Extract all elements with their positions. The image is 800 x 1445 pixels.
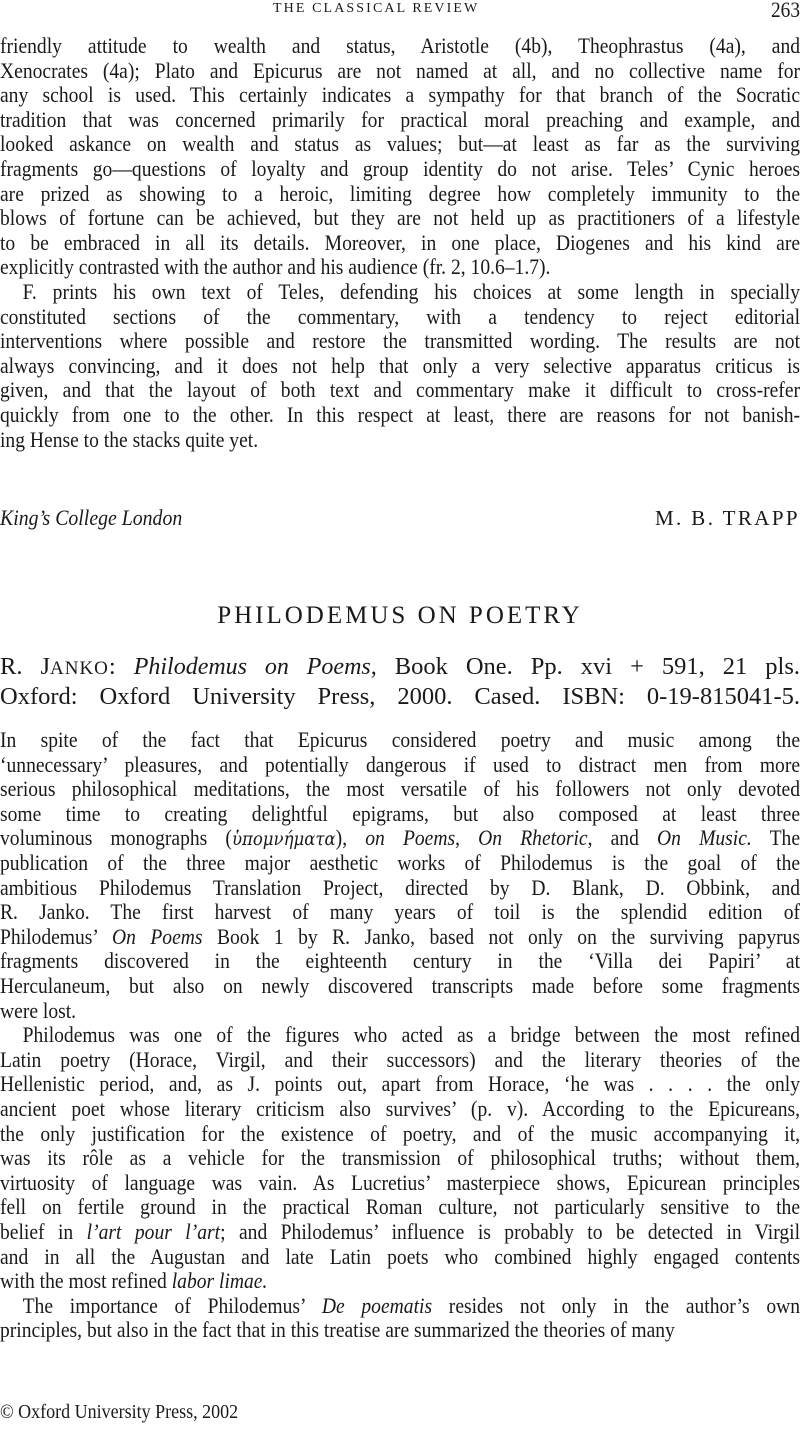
reviewer-name: M. B. TRAPP [654,506,800,530]
journal-title: THE CLASSICAL REVIEW [273,1,480,16]
book-citation-line-2: Oxford: Oxford University Press, 2000. Cased. ISBN: 0-19-815041-5. [0,683,800,710]
text-run: fragments discovered in the eighteenth century in the ‘Villa dei Papiri’ at [0,948,800,974]
text-line [0,82,800,107]
text-run: looked askance on wealth and status as values; but—at least as far as the surviving [0,131,800,157]
text-run: ), [335,825,366,851]
text-run: fell on fertile ground in the practical Roman culture, not particularly sensitive to the [0,1194,800,1220]
text-run: serious philosophical meditations, the most versatile of his followers not only devoted [0,776,800,802]
text-run: F. prints his own text of Teles, defending his choices at some length in specially [22,279,800,304]
text-run: Herculaneum, but also on newly discovered transcripts made before some fragments [0,973,800,998]
text-run: voluminous monographs ( [0,825,232,851]
text-run: principles, but also in the fact that in this treatise are summarized the theories of many [0,1317,675,1343]
italic-text: On Music. [657,825,752,851]
text-line [0,1244,800,1269]
text-run: ‘unnecessary’ pleasures, and potentially dangerous if used to distract men from more [0,751,800,777]
text-line [0,131,800,156]
text-run: to be embraced in all its details. Moreover, in one place, Diogenes and his kind are [0,229,800,255]
text-line [0,973,800,998]
text-line [0,850,800,875]
page-number: 263 [770,0,800,22]
text-run: blows of fortune can be achieved, but they are not held up as practitioners of a lifestyle [0,205,800,231]
text-run: ancient poet whose literary criticism also survives’ (p. v). According to the Epicureans, [0,1096,800,1121]
text-line [0,33,800,58]
running-head [0,0,800,24]
italic-text: l’art pour l’art [86,1219,221,1244]
text-run: publication of the three major aesthetic works of Philodemus is the goal of the [0,850,800,875]
text-line [0,1170,800,1195]
text-line [0,1145,800,1170]
text-run: with the most refined [0,1268,172,1294]
text-run: the only justification for the existence of poetry, and of the music accompanying it, [0,1120,800,1146]
text-run: Philodemus was one of the figures who acted as a bridge between the most refined [22,1022,800,1048]
text-line [0,304,800,329]
text-run: and in all the Augustan and late Latin poets who combined highly engaged contents [0,1243,800,1269]
greek-text: ὑπομνήματα [231,828,336,851]
text-run: always convincing, and it does not help that only a very selective apparatus criticus is [0,352,800,378]
reviewer-institution: King’s College London [0,505,183,530]
text-run: In spite of the fact that Epicurus considered poetry and music among the [0,727,800,752]
text-run: R. Janko. The first harvest of many years of toil is the splendid edition of [0,899,800,925]
text-line [0,1047,800,1072]
text-line [0,279,800,304]
text-line [0,181,800,206]
text-run: resides not only in the author’s own [432,1292,800,1318]
text-run: interventions where possible and restore the transmitted wording. The results are not [0,328,800,354]
italic-text: De poematis [321,1292,433,1318]
text-line [0,752,800,777]
italic-text: on Poems [365,825,456,851]
book-citation-line-1 [0,653,800,681]
text-line [0,1268,800,1293]
text-run: Philodemus’ [0,923,112,949]
copyright-footer: © Oxford University Press, 2002 [0,1401,239,1423]
italic-text: On Poems [111,923,203,949]
text-run: The [751,825,800,851]
text-run: Xenocrates (4a); Plato and Epicurus are not named at all, and no collective name for [0,57,800,83]
italic-text: On Rhetoric [478,825,588,851]
text-run: quickly from one to the other. In this respect at least, there are reasons for not banish- [0,402,800,427]
text-run: ing Hense to the stacks quite yet. [0,426,259,452]
text-line [0,328,800,353]
citation-author-initial: R. J [0,653,50,680]
text-line [0,254,800,279]
text-run: was its rôle as a vehicle for the transmission of philosophical truths; without them, [0,1145,800,1171]
text-line [0,1219,800,1244]
text-run: Latin poetry (Horace, Virgil, and their successors) and the literary theories of the [0,1046,800,1072]
citation-title: Philodemus on Poems, [133,654,377,680]
text-line [0,1071,800,1096]
text-line [0,353,800,378]
text-run: , and [587,825,658,851]
text-line [0,875,800,900]
text-run: tradition that was concerned primarily for practical moral preaching and example, and [0,106,800,132]
text-line [0,924,800,949]
text-run: are prized as showing to a heroic, limiting degree how completely immunity to the [0,180,800,206]
text-run: any school is used. This certainly indicates a sympathy for that branch of the Socratic [0,82,800,108]
text-line [0,1022,800,1047]
text-line [0,230,800,255]
text-run: some time to creating delightful epigrams, but also composed at least three [0,800,800,826]
citation-author-rest: ANKO [50,658,109,679]
text-run: ; and Philodemus’ influence is probably to be detected in Virgil [220,1219,800,1244]
text-line [0,1121,800,1146]
text-run: constituted sections of the commentary, with a tendency to reject editorial [0,303,800,329]
text-run: were lost. [0,997,77,1023]
text-run: The importance of Philodemus’ [22,1292,322,1318]
text-run: belief in [0,1219,87,1244]
text-line [0,427,800,452]
text-run: , [455,825,479,851]
text-run: ambitious Philodemus Translation Project, directed by D. Blank, D. Obbink, and [0,874,800,900]
citation-colon: : [108,653,134,680]
text-line [0,998,800,1023]
text-run: given, and that the layout of both text and commentary make it difficult to cross-refer [0,377,800,403]
text-line [0,776,800,801]
text-line [0,107,800,132]
text-line [0,825,800,850]
text-line [0,801,800,826]
text-line [0,377,800,402]
text-run: fragments go—questions of loyalty and group identity do not arise. Teles’ Cynic heroes [0,156,800,181]
text-line [0,1317,800,1342]
text-line [0,1096,800,1121]
text-run: friendly attitude to wealth and status, Aristotle (4b), Theophrastus (4a), and [0,33,800,58]
text-run: virtuosity of language was vain. As Lucretius’ masterpiece shows, Epicurean principles [0,1169,800,1195]
text-line [0,1194,800,1219]
citation-details: Book One. Pp. xvi + 591, 21 pls. [376,653,800,680]
text-line [0,156,800,181]
text-line [0,402,800,427]
text-run: Hellenistic period, and, as J. points out, apart from Horace, ‘he was . . . . the only [0,1071,800,1097]
text-run: Book 1 by R. Janko, based not only on the surviving papyrus [202,923,800,949]
text-line [0,727,800,752]
review-heading: PHILODEMUS ON POETRY [217,602,583,629]
text-line [0,1293,800,1318]
text-line [0,205,800,230]
text-line [0,58,800,83]
text-line [0,899,800,924]
text-line [0,948,800,973]
italic-text: labor limae. [171,1268,268,1294]
text-run: explicitly contrasted with the author and his audience (fr. 2, 10.6–1.7). [0,254,551,280]
